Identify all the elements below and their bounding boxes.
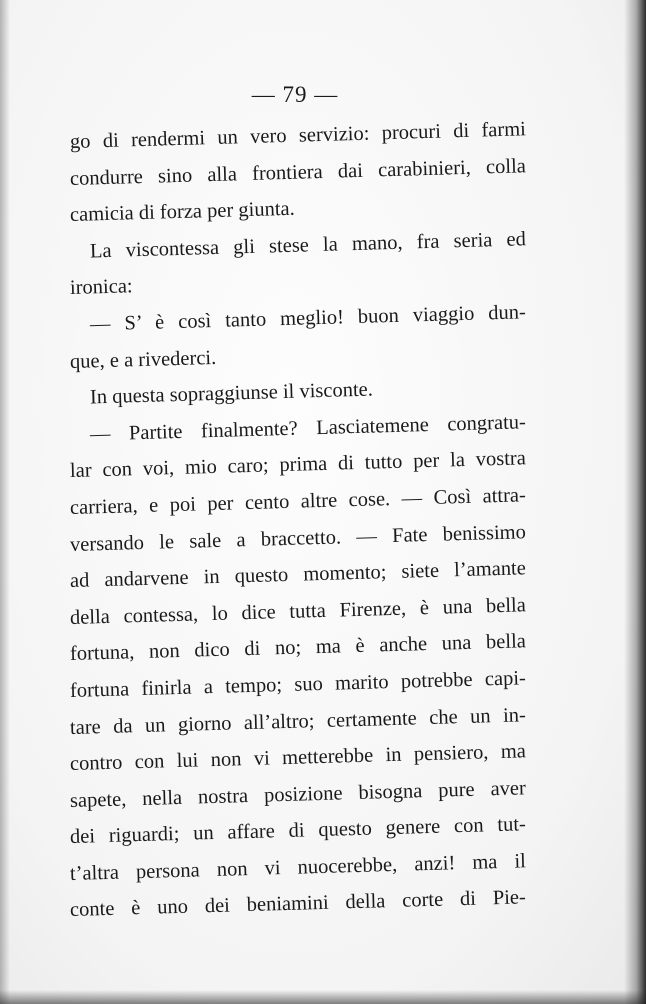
text-line: sapete, nella nostra posizione bisogna pure aver [69, 776, 527, 812]
text-line: tare da un giorno all’altro; certamente che un in- [69, 703, 527, 739]
text-line: fortuna, non dico di no; ma è anche una bella [69, 630, 527, 666]
text-line: que, e a rivederci. [69, 346, 217, 373]
body-text [69, 118, 527, 929]
text-line: In questa sopraggiunse il visconte. [89, 378, 374, 409]
text-line: condurre sino alla frontiera dai carabinieri, colla [69, 154, 527, 190]
text-line: della contessa, lo dice tutta Firenze, è una bella [69, 593, 527, 629]
text-line: dei riguardi; un affare di questo genere con tut- [69, 813, 527, 849]
page-left-shadow [0, 0, 10, 1004]
text-line: lar con voi, mio caro; prima di tutto per la vostra [69, 447, 527, 483]
text-line: fortuna finirla a tempo; suo marito potrebbe capi- [69, 667, 527, 702]
text-line: — Partite finalmente? Lasciatemene congratu- [89, 411, 527, 446]
page-binding-shadow [624, 0, 646, 1004]
page-bottom-shadow [0, 990, 646, 1004]
text-line: camicia di forza per giunta. [69, 197, 296, 227]
text-line: — S’ è così tanto meglio! buon viaggio dun- [89, 301, 527, 336]
text-line: contro con lui non vi metterebbe in pensiero, ma [69, 740, 527, 776]
text-line: La viscontessa gli stese la mano, fra seria ed [89, 228, 527, 263]
text-line: versando le sale a braccetto. — Fate benissimo [69, 520, 527, 556]
page-number: — 79 — [251, 82, 339, 107]
text-line: go di rendermi un vero servizio: procuri di farmi [69, 118, 527, 153]
text-line: ad andarvene in questo momento; siete l’amante [69, 557, 527, 593]
text-line: carriera, e poi per cento altre cose. — Così attra- [69, 484, 527, 519]
text-line: t’altra persona non vi nuocerebbe, anzi! ma il [69, 850, 527, 885]
text-line: ironica: [69, 275, 133, 300]
text-line: conte è uno dei beniamini della corte di Pie- [69, 886, 527, 922]
